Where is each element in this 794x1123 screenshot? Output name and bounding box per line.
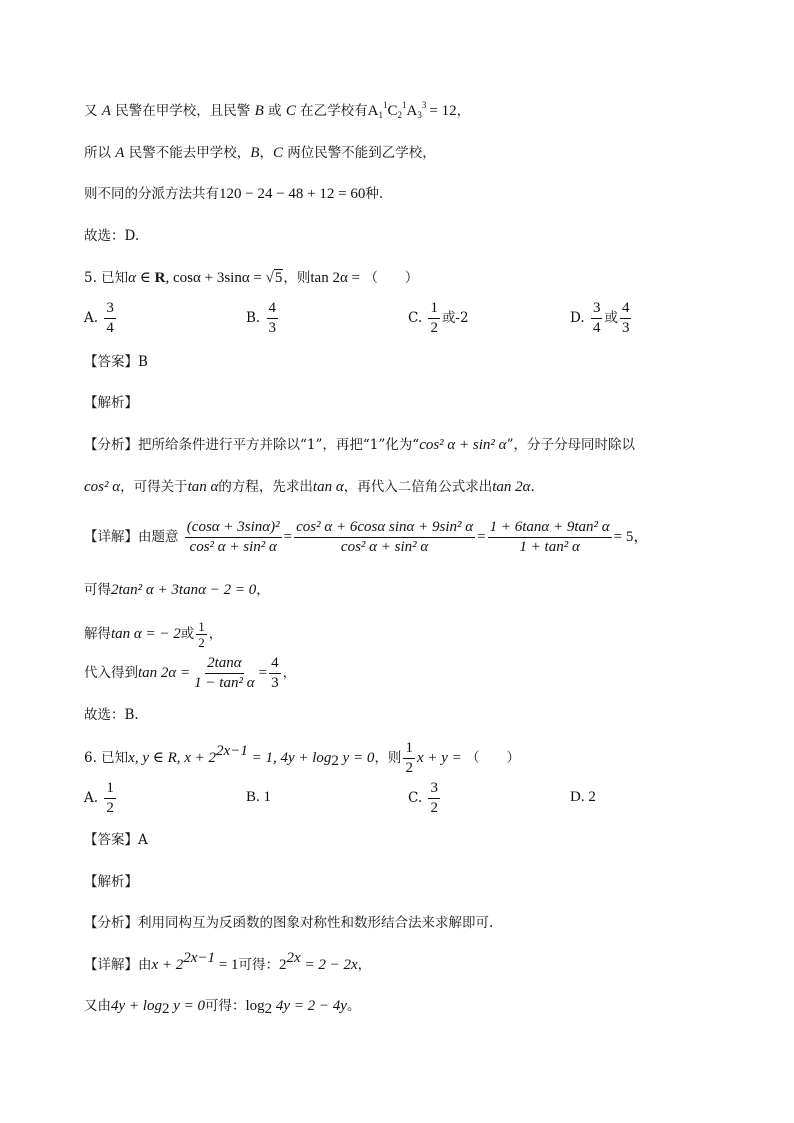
math: , cosα + 3sinα = [165, 270, 266, 286]
text-line [84, 620, 222, 649]
text: 或 [263, 103, 286, 119]
text: 可得： [204, 998, 246, 1014]
option-d [570, 300, 633, 337]
fraction [488, 519, 612, 556]
text: 解得 [84, 626, 111, 642]
text: . [530, 479, 535, 495]
math: α ∈ [128, 270, 155, 286]
numerator: 4 [269, 655, 281, 674]
text: 则不同的分派方法共有 [84, 186, 219, 202]
math: x, y ∈ R, x + 2 [128, 750, 217, 766]
fraction [192, 655, 256, 692]
numerator: 3 [428, 780, 440, 799]
analysis-5-line2 [84, 477, 535, 497]
denominator: 3 [268, 320, 277, 336]
exponent: 2x−1 [216, 743, 248, 759]
math: cos² α [84, 479, 121, 495]
math: = 2 − 2x [300, 957, 358, 973]
fraction [269, 655, 281, 692]
var: B [254, 103, 264, 119]
math: = [283, 529, 293, 545]
denominator: 1 − tan² α [194, 675, 255, 691]
option-label: C. [408, 790, 423, 806]
math: tan 2α [492, 479, 531, 495]
math: x + 2 [151, 957, 184, 973]
option-b [246, 300, 280, 337]
text: 的方程，先求出 [218, 479, 313, 495]
text: 或 [604, 310, 618, 326]
denominator: 2 [405, 760, 413, 776]
subscript: 2 [331, 753, 339, 769]
text: ，则 [283, 270, 311, 286]
text: 民警不能去甲学校， [124, 145, 251, 161]
text-line [84, 655, 296, 692]
fraction [104, 300, 116, 337]
text: 又由 [84, 998, 111, 1014]
detail-6-line2 [84, 996, 360, 1016]
analysis-5-line1 [84, 435, 635, 455]
text: ”，分子分母同时除以 [506, 437, 635, 453]
fraction [403, 740, 415, 777]
math: y = 0 [338, 750, 375, 766]
option-label: A. [84, 790, 99, 806]
math: log [245, 998, 265, 1014]
numerator: cos² α + 6cosα sinα + 9sin² α [294, 519, 475, 538]
denominator: 2 [430, 320, 438, 336]
text: 代入得到 [84, 665, 138, 681]
denominator: 4 [592, 320, 601, 336]
text: ， [282, 665, 297, 681]
option-label: B. [246, 310, 261, 326]
math: = [477, 529, 486, 545]
text: 又 [84, 103, 102, 119]
text: 【分析】把所给条件进行平方并除以“1”，再把“1”化为“ [84, 437, 420, 453]
text: ，则 [374, 750, 402, 766]
text: ，可得关于 [120, 479, 188, 495]
fraction [620, 300, 632, 337]
text: ， [256, 582, 270, 598]
text: 可得 [84, 582, 111, 598]
fraction [196, 620, 207, 649]
math: R [154, 270, 166, 286]
math: tan 2α = [138, 665, 191, 681]
numerator: 1 [104, 780, 116, 799]
text: （ ） [466, 750, 521, 766]
subscript: 2 [161, 1001, 170, 1017]
denominator: cos² α + sin² α [340, 539, 429, 555]
option-label: C. [408, 310, 423, 326]
sqrt-expr: √5 [265, 270, 283, 286]
var: A [101, 103, 111, 119]
text: 。 [346, 998, 361, 1014]
option-b: B. 1 [246, 789, 272, 805]
detail-6-line1 [84, 950, 372, 975]
answer-6: 【答案】A [84, 832, 148, 848]
question-6-stem [84, 740, 520, 777]
analysis-6: 【分析】利用同构互为反函数的图象对称性和数形结合法来求解即可. [84, 915, 494, 931]
math: tan 2α = [310, 270, 361, 286]
text: 两位民警不能到乙学校， [282, 145, 436, 161]
exponent: 2x [286, 950, 301, 966]
text: ， [357, 957, 372, 973]
math: cos² α + sin² α [419, 437, 507, 453]
numerator: 2tanα [205, 655, 244, 674]
text-line: 故选：D. [84, 228, 140, 244]
var: A [115, 145, 125, 161]
math: 2tan² α + 3tanα − 2 = 0 [111, 582, 257, 598]
fraction [428, 300, 440, 337]
numerator: 1 [198, 619, 205, 634]
denominator: 2 [430, 800, 438, 816]
option-a [84, 780, 118, 817]
option-c [408, 300, 469, 337]
numerator: 3 [104, 300, 116, 319]
option-label: D. [570, 310, 585, 326]
fraction [185, 519, 282, 556]
math: 4y = 2 − 4y [272, 998, 347, 1014]
text: 【详解】由题意 [84, 529, 179, 545]
exponent: 2x−1 [183, 950, 216, 966]
var: B [250, 145, 260, 161]
text: 所以 [84, 145, 116, 161]
math: = 1, 4y + log [247, 750, 332, 766]
text: 6. 已知 [84, 750, 129, 766]
subscript: 2 [264, 1001, 273, 1017]
option-c [408, 780, 442, 817]
var: C [285, 103, 296, 119]
text: （ ） [364, 270, 419, 286]
math: tan α = − 2 [111, 626, 181, 642]
text-line [84, 143, 436, 163]
denominator: cos² α + sin² α [189, 539, 277, 555]
math: = [258, 665, 268, 681]
denominator: 1 + tan² α [519, 539, 580, 555]
text: ， [208, 626, 223, 642]
text-line [84, 101, 470, 121]
option-label: A. [84, 310, 99, 326]
numerator: (cosα + 3sinα)² [185, 519, 282, 538]
numerator: 3 [591, 300, 603, 319]
fraction [591, 300, 603, 337]
denominator: 4 [106, 320, 114, 336]
text: 种. [365, 186, 384, 202]
sqrt-radicand: 5 [274, 270, 283, 286]
denominator: 3 [621, 320, 630, 336]
detail-5-equation [84, 518, 648, 556]
fraction [104, 780, 116, 817]
denominator: 2 [106, 800, 114, 816]
text-line [84, 580, 270, 600]
numerator: 1 + 6tanα + 9tan² α [488, 519, 612, 538]
fraction [294, 519, 475, 556]
fraction [267, 300, 279, 337]
math: x + y = [416, 750, 462, 766]
math: = 12 [429, 103, 457, 119]
text-line [84, 184, 383, 204]
denominator: 2 [198, 635, 205, 650]
text: 或-2 [441, 310, 469, 326]
permutation-expr: $A_1^1C_2^1A_3^3$ [367, 100, 427, 120]
text: 或 [180, 626, 195, 642]
math: 120 − 24 − 48 + 12 = 60 [219, 186, 366, 202]
math: tan α [312, 479, 344, 495]
numerator: 4 [620, 300, 632, 319]
math: y = 0 [169, 998, 205, 1014]
analysis-heading-5: 【解析】 [84, 395, 138, 411]
answer-5: 【答案】B [84, 354, 148, 370]
text: ， [456, 103, 471, 119]
text: ， [259, 145, 273, 161]
text: 可得： [238, 957, 280, 973]
fraction [428, 780, 440, 817]
text-line: 故选：B. [84, 707, 139, 723]
math: 2 [279, 957, 287, 973]
math: tan α [187, 479, 219, 495]
option-a [84, 300, 118, 337]
math: = 5， [613, 529, 649, 545]
math: 4y + log [111, 998, 162, 1014]
numerator: 1 [403, 740, 415, 759]
var: C [272, 145, 283, 161]
text: 5. 已知 [84, 270, 129, 286]
option-d: D. 2 [570, 789, 596, 805]
analysis-heading-6: 【解析】 [84, 874, 138, 890]
text: ，再代入二倍角公式求出 [343, 479, 493, 495]
text: 民警在甲学校，且民警 [110, 103, 255, 119]
text: 在乙学校有 [295, 103, 368, 119]
denominator: 3 [271, 675, 279, 691]
numerator: 1 [428, 300, 440, 319]
text: 【详解】由 [84, 957, 152, 973]
numerator: 4 [267, 300, 279, 319]
question-5-stem [84, 268, 418, 288]
math: = 1 [215, 957, 239, 973]
